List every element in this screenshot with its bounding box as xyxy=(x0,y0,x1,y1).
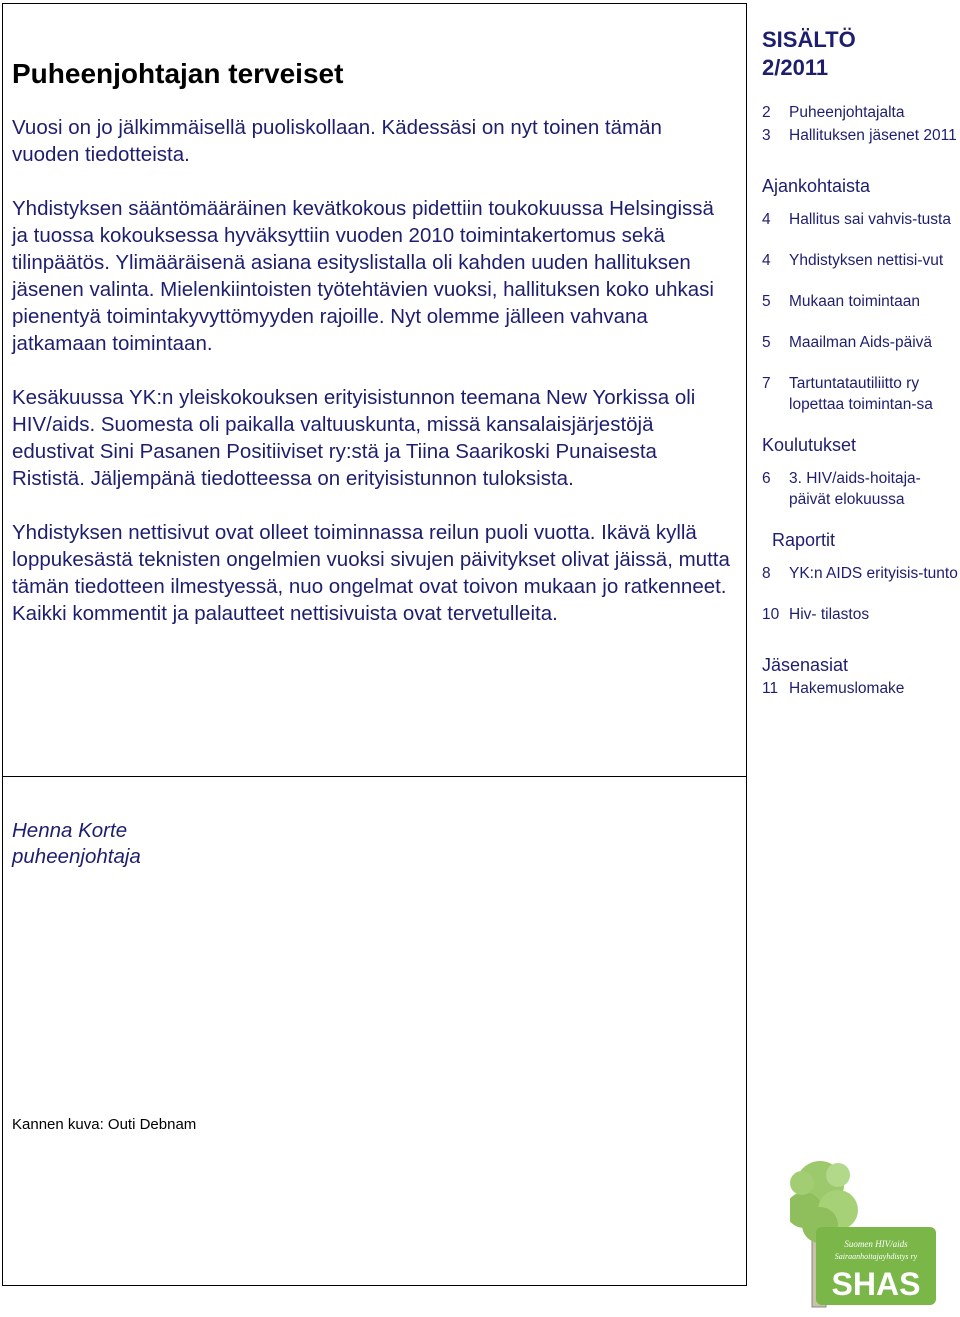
toc-page-number: 10 xyxy=(762,606,780,623)
toc-entry[interactable] xyxy=(762,250,958,271)
toc-section-heading: Koulutukset xyxy=(762,435,857,455)
toc-page-number: 7 xyxy=(762,375,771,392)
logo-line1: Suomen HIV/aids xyxy=(844,1239,908,1249)
toc-entry-label: Hakemuslomake xyxy=(789,680,905,697)
toc-entry[interactable] xyxy=(762,468,958,510)
toc-entry-label: Mukaan toimintaan xyxy=(789,293,920,310)
toc-entry[interactable] xyxy=(762,563,958,584)
toc-entry-label: Hallitus sai vahvis-tusta xyxy=(789,211,951,228)
letter-body xyxy=(12,114,732,654)
toc-page-number: 4 xyxy=(762,211,771,228)
toc-section-heading: Raportit xyxy=(772,530,836,550)
letter-paragraph: Yhdistyksen nettisivut ovat olleet toiminnassa reilun puoli vuotta. Ikävä kyllä loppukesästä teknisten ongelmien vuoksi sivujen päivitykset olivat jäissä, mutta tämän tiedotteen ilmestyessä, nuo ongelmat ovat toivon mukaan jo ratkenneet. Kaikki kommentit ja palautteet nettisivuista ovat tervetulleita. xyxy=(12,521,730,625)
toc-entry[interactable] xyxy=(762,678,958,699)
toc-entry-label: Maailman Aids-päivä xyxy=(789,334,933,351)
toc-entry-label: Hiv- tilastos xyxy=(789,606,870,623)
logo-line2: Sairaanhoitajayhdistys ry xyxy=(834,1252,918,1261)
toc-title-line: SISÄLTÖ xyxy=(762,27,856,52)
toc-entry[interactable] xyxy=(762,102,958,123)
page-title: Puheenjohtajan terveiset xyxy=(12,58,344,89)
signature-name: Henna Korte xyxy=(12,819,128,842)
toc-entry[interactable] xyxy=(762,604,958,625)
toc-entry[interactable] xyxy=(762,209,958,230)
toc-page-number: 5 xyxy=(762,334,771,351)
toc-page-number: 2 xyxy=(762,104,771,121)
toc-entry-label: 3. HIV/aids-hoitaja-päivät elokuussa xyxy=(789,470,921,508)
toc-page-number: 8 xyxy=(762,565,771,582)
toc-section-heading: Jäsenasiat xyxy=(762,655,849,675)
toc-page-number: 4 xyxy=(762,252,771,269)
letter-paragraph: Yhdistyksen sääntömääräinen kevätkokous pidettiin toukokuussa Helsingissä ja tuossa kokouksessa hyväksyttiin vuoden 2010 toimintakertomus sekä tilinpäätös. Ylimääräisenä asiana esityslistalla oli kahden uuden hallituksen jäsenen valinta. Mielenkiintoisten työtehtävien vuoksi, hallituksen koko uhkasi pienentyä toimintakyvyttömyyden rajoille. Nyt olemme jälleen vahvana jatkamaan toimintaan. xyxy=(12,197,714,355)
toc-section-heading: Ajankohtaista xyxy=(762,176,871,196)
signature xyxy=(12,818,141,870)
toc-entry-label: YK:n AIDS erityisis-tunto xyxy=(789,565,958,582)
toc-entry[interactable] xyxy=(762,291,958,312)
toc-issue: 2/2011 xyxy=(762,55,829,80)
signature-role: puheenjohtaja xyxy=(12,845,141,868)
letter-paragraph: Vuosi on jo jälkimmäisellä puoliskollaan. Kädessäsi on nyt toinen tämän vuoden tiedotteista. xyxy=(12,116,662,166)
toc-entry[interactable] xyxy=(762,332,958,353)
toc-page-number: 3 xyxy=(762,127,771,144)
logo-abbr: SHAS xyxy=(831,1266,921,1302)
toc-entry[interactable] xyxy=(762,125,958,146)
toc-entry-label: Puheenjohtajalta xyxy=(789,104,905,121)
toc-title xyxy=(762,26,958,82)
toc-entry-label: Yhdistyksen nettisi-vut xyxy=(789,252,944,269)
cover-photo-credit: Kannen kuva: Outi Debnam xyxy=(12,1116,197,1133)
toc-entry[interactable] xyxy=(762,373,958,415)
shas-logo xyxy=(790,1155,950,1313)
toc-page-number: 6 xyxy=(762,470,771,487)
toc-page-number: 11 xyxy=(762,680,779,697)
toc-entry-label: Hallituksen jäsenet 2011 xyxy=(789,127,957,144)
letter-paragraph: Kesäkuussa YK:n yleiskokouksen erityisistunnon teemana New Yorkissa oli HIV/aids. Suomesta oli paikalla valtuuskunta, missä kansalaisjärjestöjä edustivat Sini Pasanen Positiiviset ry:stä ja Tiina Saarikoski Punaisesta Rististä. Jäljempänä tiedotteessa on erityisistunnon tuloksista. xyxy=(12,386,696,490)
table-of-contents xyxy=(762,26,958,719)
toc-page-number: 5 xyxy=(762,293,771,310)
toc-entry-label: Tartuntatautiliitto ry lopettaa toimintan-sa xyxy=(789,375,933,413)
toc-intro xyxy=(762,102,958,146)
